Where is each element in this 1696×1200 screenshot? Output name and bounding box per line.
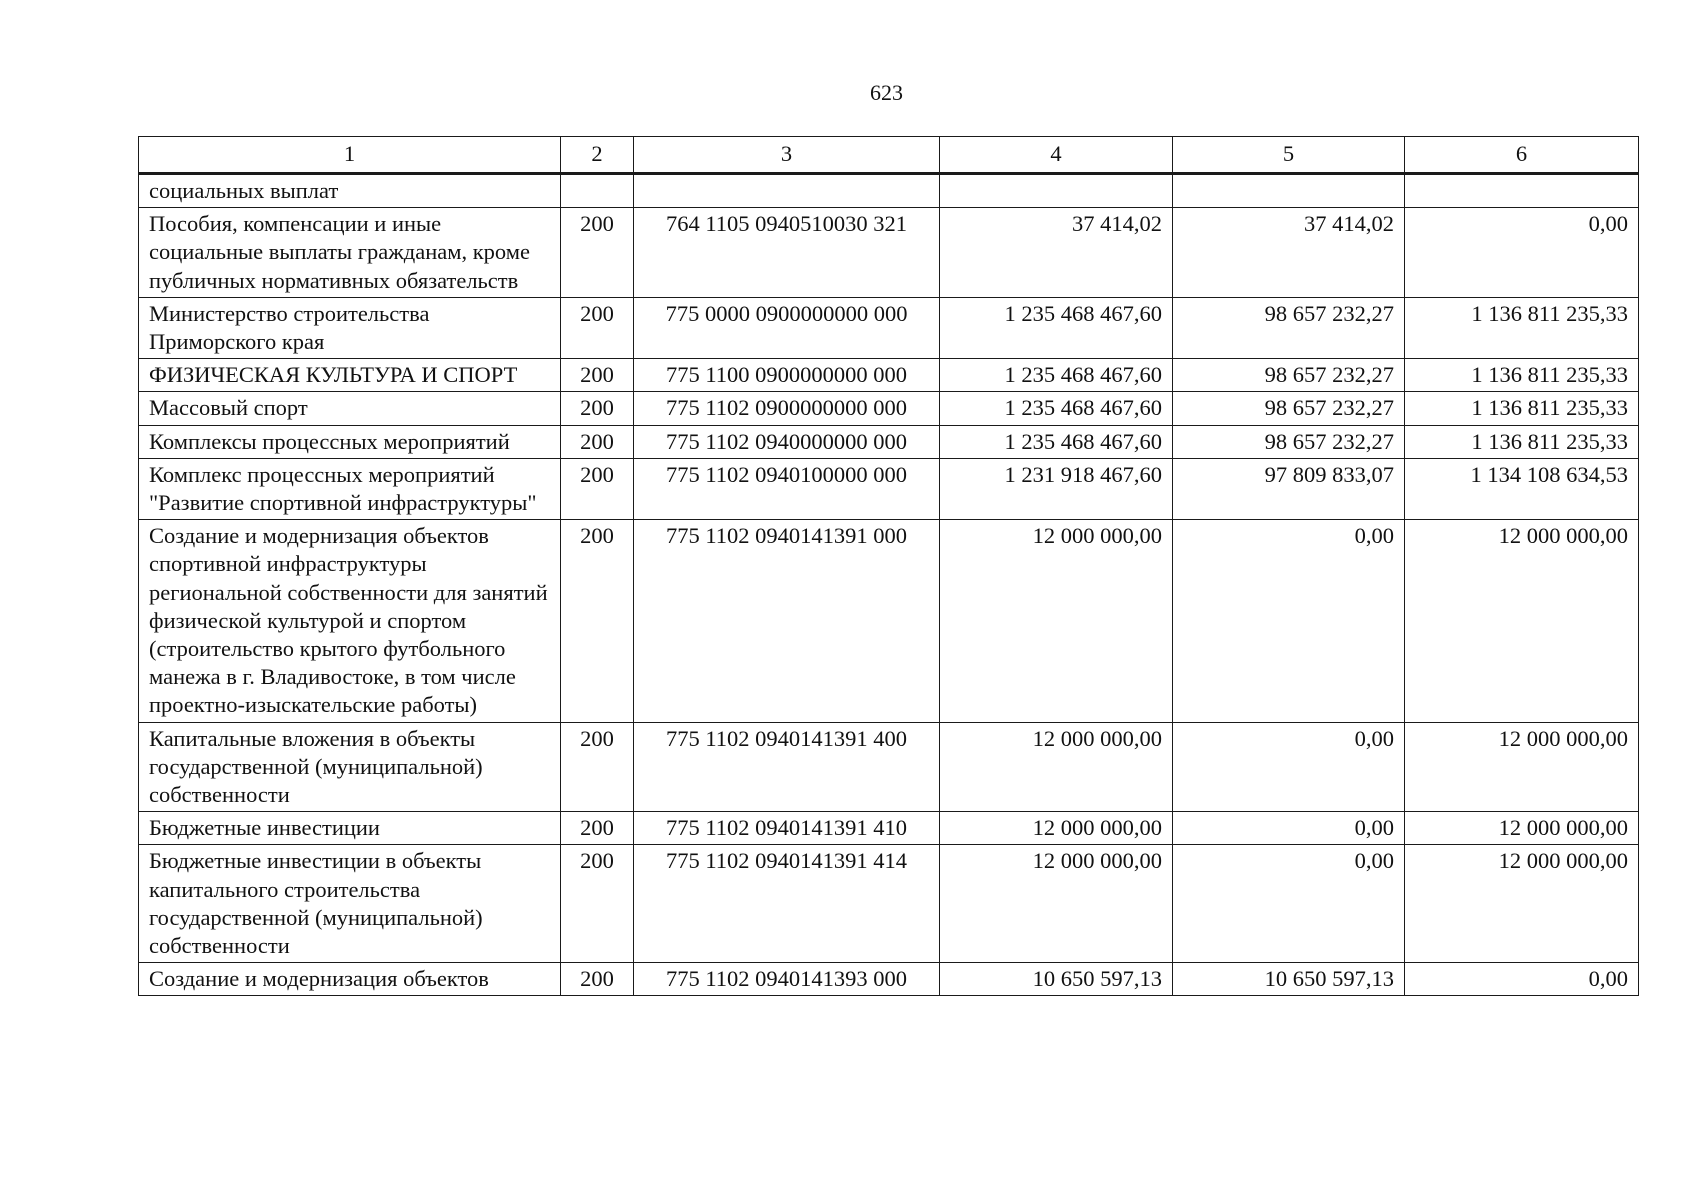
row-executed: 98 657 232,27 [1173,425,1405,458]
row-name: Комплексы процессных мероприятий [139,425,561,458]
row-line-code: 200 [561,812,634,845]
row-budget-code: 764 1105 0940510030 321 [634,208,940,298]
row-executed: 98 657 232,27 [1173,359,1405,392]
row-line-code: 200 [561,392,634,425]
row-approved: 12 000 000,00 [940,722,1173,812]
row-approved: 1 235 468 467,60 [940,425,1173,458]
table-row [139,208,1639,298]
row-approved: 10 650 597,13 [940,963,1173,996]
table-row [139,845,1639,963]
header-row [139,137,1639,174]
row-name: Бюджетные инвестиции [139,812,561,845]
column-header-4: 4 [940,137,1173,174]
row-unexecuted: 1 136 811 235,33 [1405,359,1639,392]
row-name: ФИЗИЧЕСКАЯ КУЛЬТУРА И СПОРТ [139,359,561,392]
row-name: Создание и модернизация объектов спортивной инфраструктуры региональной собственности для занятий физической культурой и спортом (строительство крытого футбольного манежа в г. Владивостоке, в том числе проектно-изыскательские работы) [139,520,561,722]
row-name: Массовый спорт [139,392,561,425]
row-unexecuted: 12 000 000,00 [1405,845,1639,963]
row-approved: 1 231 918 467,60 [940,458,1173,519]
table-row [139,520,1639,722]
row-budget-code: 775 1102 0940141393 000 [634,963,940,996]
row-budget-code: 775 1100 0900000000 000 [634,359,940,392]
row-name: социальных выплат [139,174,561,208]
row-line-code: 200 [561,845,634,963]
row-unexecuted: 0,00 [1405,963,1639,996]
table-row [139,359,1639,392]
table-row [139,458,1639,519]
row-approved: 1 235 468 467,60 [940,392,1173,425]
column-header-6: 6 [1405,137,1639,174]
table-row [139,174,1639,208]
budget-table [138,136,1639,996]
row-executed: 0,00 [1173,845,1405,963]
row-name: Комплекс процессных мероприятий "Развитие спортивной инфраструктуры" [139,458,561,519]
column-header-1: 1 [139,137,561,174]
row-executed: 0,00 [1173,520,1405,722]
row-approved: 1 235 468 467,60 [940,359,1173,392]
row-unexecuted: 1 134 108 634,53 [1405,458,1639,519]
table-row [139,425,1639,458]
row-budget-code: 775 1102 0940100000 000 [634,458,940,519]
column-header-3: 3 [634,137,940,174]
row-line-code [561,174,634,208]
row-unexecuted: 1 136 811 235,33 [1405,392,1639,425]
table-row [139,963,1639,996]
row-unexecuted: 12 000 000,00 [1405,722,1639,812]
row-executed: 97 809 833,07 [1173,458,1405,519]
row-executed: 37 414,02 [1173,208,1405,298]
row-approved: 12 000 000,00 [940,812,1173,845]
table-row [139,297,1639,358]
row-budget-code: 775 1102 0900000000 000 [634,392,940,425]
row-name: Министерство строительства Приморского края [139,297,561,358]
row-budget-code: 775 0000 0900000000 000 [634,297,940,358]
table-row [139,722,1639,812]
row-line-code: 200 [561,520,634,722]
page-number: 623 [870,80,903,105]
column-header-5: 5 [1173,137,1405,174]
row-executed: 98 657 232,27 [1173,392,1405,425]
row-approved: 1 235 468 467,60 [940,297,1173,358]
row-executed: 0,00 [1173,722,1405,812]
row-approved: 12 000 000,00 [940,520,1173,722]
row-line-code: 200 [561,458,634,519]
row-executed: 98 657 232,27 [1173,297,1405,358]
row-name: Бюджетные инвестиции в объекты капитального строительства государственной (муниципальной) собственности [139,845,561,963]
row-name: Создание и модернизация объектов [139,963,561,996]
row-budget-code: 775 1102 0940000000 000 [634,425,940,458]
table-body [139,174,1639,996]
row-executed [1173,174,1405,208]
row-budget-code: 775 1102 0940141391 414 [634,845,940,963]
row-name: Капитальные вложения в объекты государственной (муниципальной) собственности [139,722,561,812]
row-unexecuted: 1 136 811 235,33 [1405,425,1639,458]
table-row [139,812,1639,845]
row-approved: 12 000 000,00 [940,845,1173,963]
row-unexecuted: 12 000 000,00 [1405,812,1639,845]
row-budget-code: 775 1102 0940141391 400 [634,722,940,812]
row-approved: 37 414,02 [940,208,1173,298]
table-header [139,137,1639,174]
row-line-code: 200 [561,425,634,458]
row-name: Пособия, компенсации и иные социальные выплаты гражданам, кроме публичных нормативных обязательств [139,208,561,298]
table-row [139,392,1639,425]
row-budget-code: 775 1102 0940141391 410 [634,812,940,845]
row-line-code: 200 [561,722,634,812]
column-header-2: 2 [561,137,634,174]
row-unexecuted: 0,00 [1405,208,1639,298]
row-executed: 10 650 597,13 [1173,963,1405,996]
row-line-code: 200 [561,208,634,298]
row-approved [940,174,1173,208]
row-unexecuted: 1 136 811 235,33 [1405,297,1639,358]
row-line-code: 200 [561,359,634,392]
row-budget-code [634,174,940,208]
row-line-code: 200 [561,297,634,358]
row-unexecuted: 12 000 000,00 [1405,520,1639,722]
row-budget-code: 775 1102 0940141391 000 [634,520,940,722]
row-executed: 0,00 [1173,812,1405,845]
row-unexecuted [1405,174,1639,208]
row-line-code: 200 [561,963,634,996]
